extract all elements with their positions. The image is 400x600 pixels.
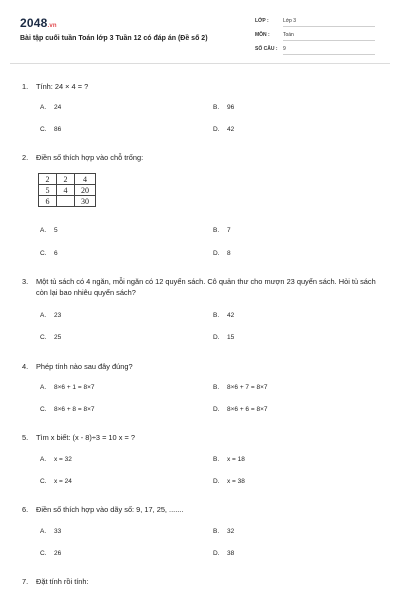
grid-cell: 2 xyxy=(57,174,75,185)
option-d[interactable] xyxy=(213,406,267,413)
meta-key: MÔN : xyxy=(255,32,270,38)
option-letter: A. xyxy=(40,312,47,319)
option-text: 42 xyxy=(227,312,235,319)
option-text: 8 xyxy=(227,250,231,257)
header-divider xyxy=(10,63,390,64)
question-2 xyxy=(22,152,382,163)
question-text: Một tủ sách có 4 ngăn, mỗi ngăn có 12 quyển sách. Cô quản thư cho mượn 23 quyển sách. Hỏi tủ sách còn lại bao nhiêu quyển sách? xyxy=(36,277,376,297)
option-b[interactable] xyxy=(213,456,245,463)
question-text: Tính: 24 × 4 = ? xyxy=(36,82,89,91)
option-letter: A. xyxy=(40,384,47,391)
grid-cell: 5 xyxy=(39,185,57,196)
option-letter: C. xyxy=(40,334,47,341)
question-text: Đặt tính rồi tính: xyxy=(36,577,89,586)
option-c[interactable] xyxy=(40,250,58,257)
document-title: Bài tập cuối tuần Toán lớp 3 Tuần 12 có đáp án (Đề số 2) xyxy=(20,35,208,42)
question-1 xyxy=(22,81,382,92)
question-text: Điền số thích hợp vào chỗ trống: xyxy=(36,153,144,162)
option-letter: B. xyxy=(213,456,220,463)
logo-text: 2048 xyxy=(20,16,48,30)
option-text: 96 xyxy=(227,104,235,111)
question-number: 2. xyxy=(22,153,29,162)
option-text: 8×6 + 8 = 8×7 xyxy=(54,406,95,413)
grid-cell: 6 xyxy=(39,196,57,207)
meta-key: SỐ CÂU : xyxy=(255,46,278,52)
option-text: x = 18 xyxy=(227,456,245,463)
option-d[interactable] xyxy=(213,126,234,133)
option-letter: C. xyxy=(40,550,47,557)
option-text: 25 xyxy=(54,334,62,341)
question-number: 7. xyxy=(22,577,29,586)
option-letter: C. xyxy=(40,478,47,485)
question-5 xyxy=(22,432,382,443)
logo-domain: .vn xyxy=(47,23,57,29)
option-letter: A. xyxy=(40,227,47,234)
option-letter: D. xyxy=(213,550,220,557)
option-b[interactable] xyxy=(213,227,231,234)
grid-row xyxy=(39,196,96,207)
meta-subject-row xyxy=(255,32,380,41)
question-7 xyxy=(22,576,382,587)
option-d[interactable] xyxy=(213,478,245,485)
option-text: 6 xyxy=(54,250,58,257)
meta-key: LỚP : xyxy=(255,18,269,24)
option-letter: D. xyxy=(213,478,220,485)
option-letter: B. xyxy=(213,384,220,391)
meta-value: Lớp 3 xyxy=(283,18,375,27)
option-letter: B. xyxy=(213,104,220,111)
option-d[interactable] xyxy=(213,334,234,341)
meta-value: 9 xyxy=(283,46,375,55)
option-text: 32 xyxy=(227,528,235,535)
option-letter: A. xyxy=(40,456,47,463)
option-letter: B. xyxy=(213,528,220,535)
option-text: 15 xyxy=(227,334,235,341)
option-letter: D. xyxy=(213,334,220,341)
option-text: x = 38 xyxy=(227,478,245,485)
option-a[interactable] xyxy=(40,384,94,391)
option-text: 7 xyxy=(227,227,231,234)
question-3 xyxy=(22,276,382,298)
question-text: Phép tính nào sau đây đúng? xyxy=(36,362,133,371)
grid-cell: 20 xyxy=(75,185,96,196)
option-text: x = 24 xyxy=(54,478,72,485)
option-b[interactable] xyxy=(213,312,234,319)
option-b[interactable] xyxy=(213,528,234,535)
option-a[interactable] xyxy=(40,528,61,535)
option-d[interactable] xyxy=(213,250,231,257)
option-text: 8×6 + 7 = 8×7 xyxy=(227,384,268,391)
meta-class-row xyxy=(255,18,380,27)
option-letter: C. xyxy=(40,126,47,133)
grid-row xyxy=(39,174,96,185)
option-a[interactable] xyxy=(40,312,61,319)
option-letter: A. xyxy=(40,104,47,111)
grid-cell: 4 xyxy=(57,185,75,196)
option-letter: C. xyxy=(40,250,47,257)
option-text: x = 32 xyxy=(54,456,72,463)
question-number: 6. xyxy=(22,505,29,514)
option-letter: D. xyxy=(213,126,220,133)
option-letter: D. xyxy=(213,406,220,413)
option-d[interactable] xyxy=(213,550,234,557)
option-letter: D. xyxy=(213,250,220,257)
option-c[interactable] xyxy=(40,406,94,413)
option-c[interactable] xyxy=(40,334,61,341)
question-number: 5. xyxy=(22,433,29,442)
option-text: 8×6 + 6 = 8×7 xyxy=(227,406,268,413)
option-text: 23 xyxy=(54,312,62,319)
option-letter: C. xyxy=(40,406,47,413)
option-text: 26 xyxy=(54,550,62,557)
meta-value: Toán xyxy=(283,32,375,41)
option-text: 42 xyxy=(227,126,235,133)
option-a[interactable] xyxy=(40,456,72,463)
option-text: 86 xyxy=(54,126,62,133)
option-text: 33 xyxy=(54,528,62,535)
question-text: Tìm x biết: (x - 8)÷3 = 10 x = ? xyxy=(36,433,135,442)
option-letter: B. xyxy=(213,227,220,234)
option-text: 5 xyxy=(54,227,58,234)
grid-row xyxy=(39,185,96,196)
option-letter: A. xyxy=(40,528,47,535)
option-c[interactable] xyxy=(40,550,61,557)
site-logo[interactable] xyxy=(20,16,57,30)
option-a[interactable] xyxy=(40,227,58,234)
option-letter: B. xyxy=(213,312,220,319)
question-number: 1. xyxy=(22,82,29,91)
grid-cell: 4 xyxy=(75,174,96,185)
question-6 xyxy=(22,504,382,515)
question-text: Điền số thích hợp vào dãy số: 9, 17, 25, ....... xyxy=(36,505,184,514)
question-number: 3. xyxy=(22,277,29,286)
grid-cell-blank xyxy=(57,196,75,207)
option-b[interactable] xyxy=(213,384,267,391)
question-number: 4. xyxy=(22,362,29,371)
option-text: 38 xyxy=(227,550,235,557)
option-text: 24 xyxy=(54,104,62,111)
meta-count-row xyxy=(255,46,380,55)
option-text: 8×6 + 1 = 8×7 xyxy=(54,384,95,391)
option-c[interactable] xyxy=(40,478,72,485)
grid-cell: 2 xyxy=(39,174,57,185)
number-grid xyxy=(38,173,96,207)
option-c[interactable] xyxy=(40,126,61,133)
grid-cell: 30 xyxy=(75,196,96,207)
option-b[interactable] xyxy=(213,104,234,111)
option-a[interactable] xyxy=(40,104,61,111)
question-4 xyxy=(22,361,382,372)
